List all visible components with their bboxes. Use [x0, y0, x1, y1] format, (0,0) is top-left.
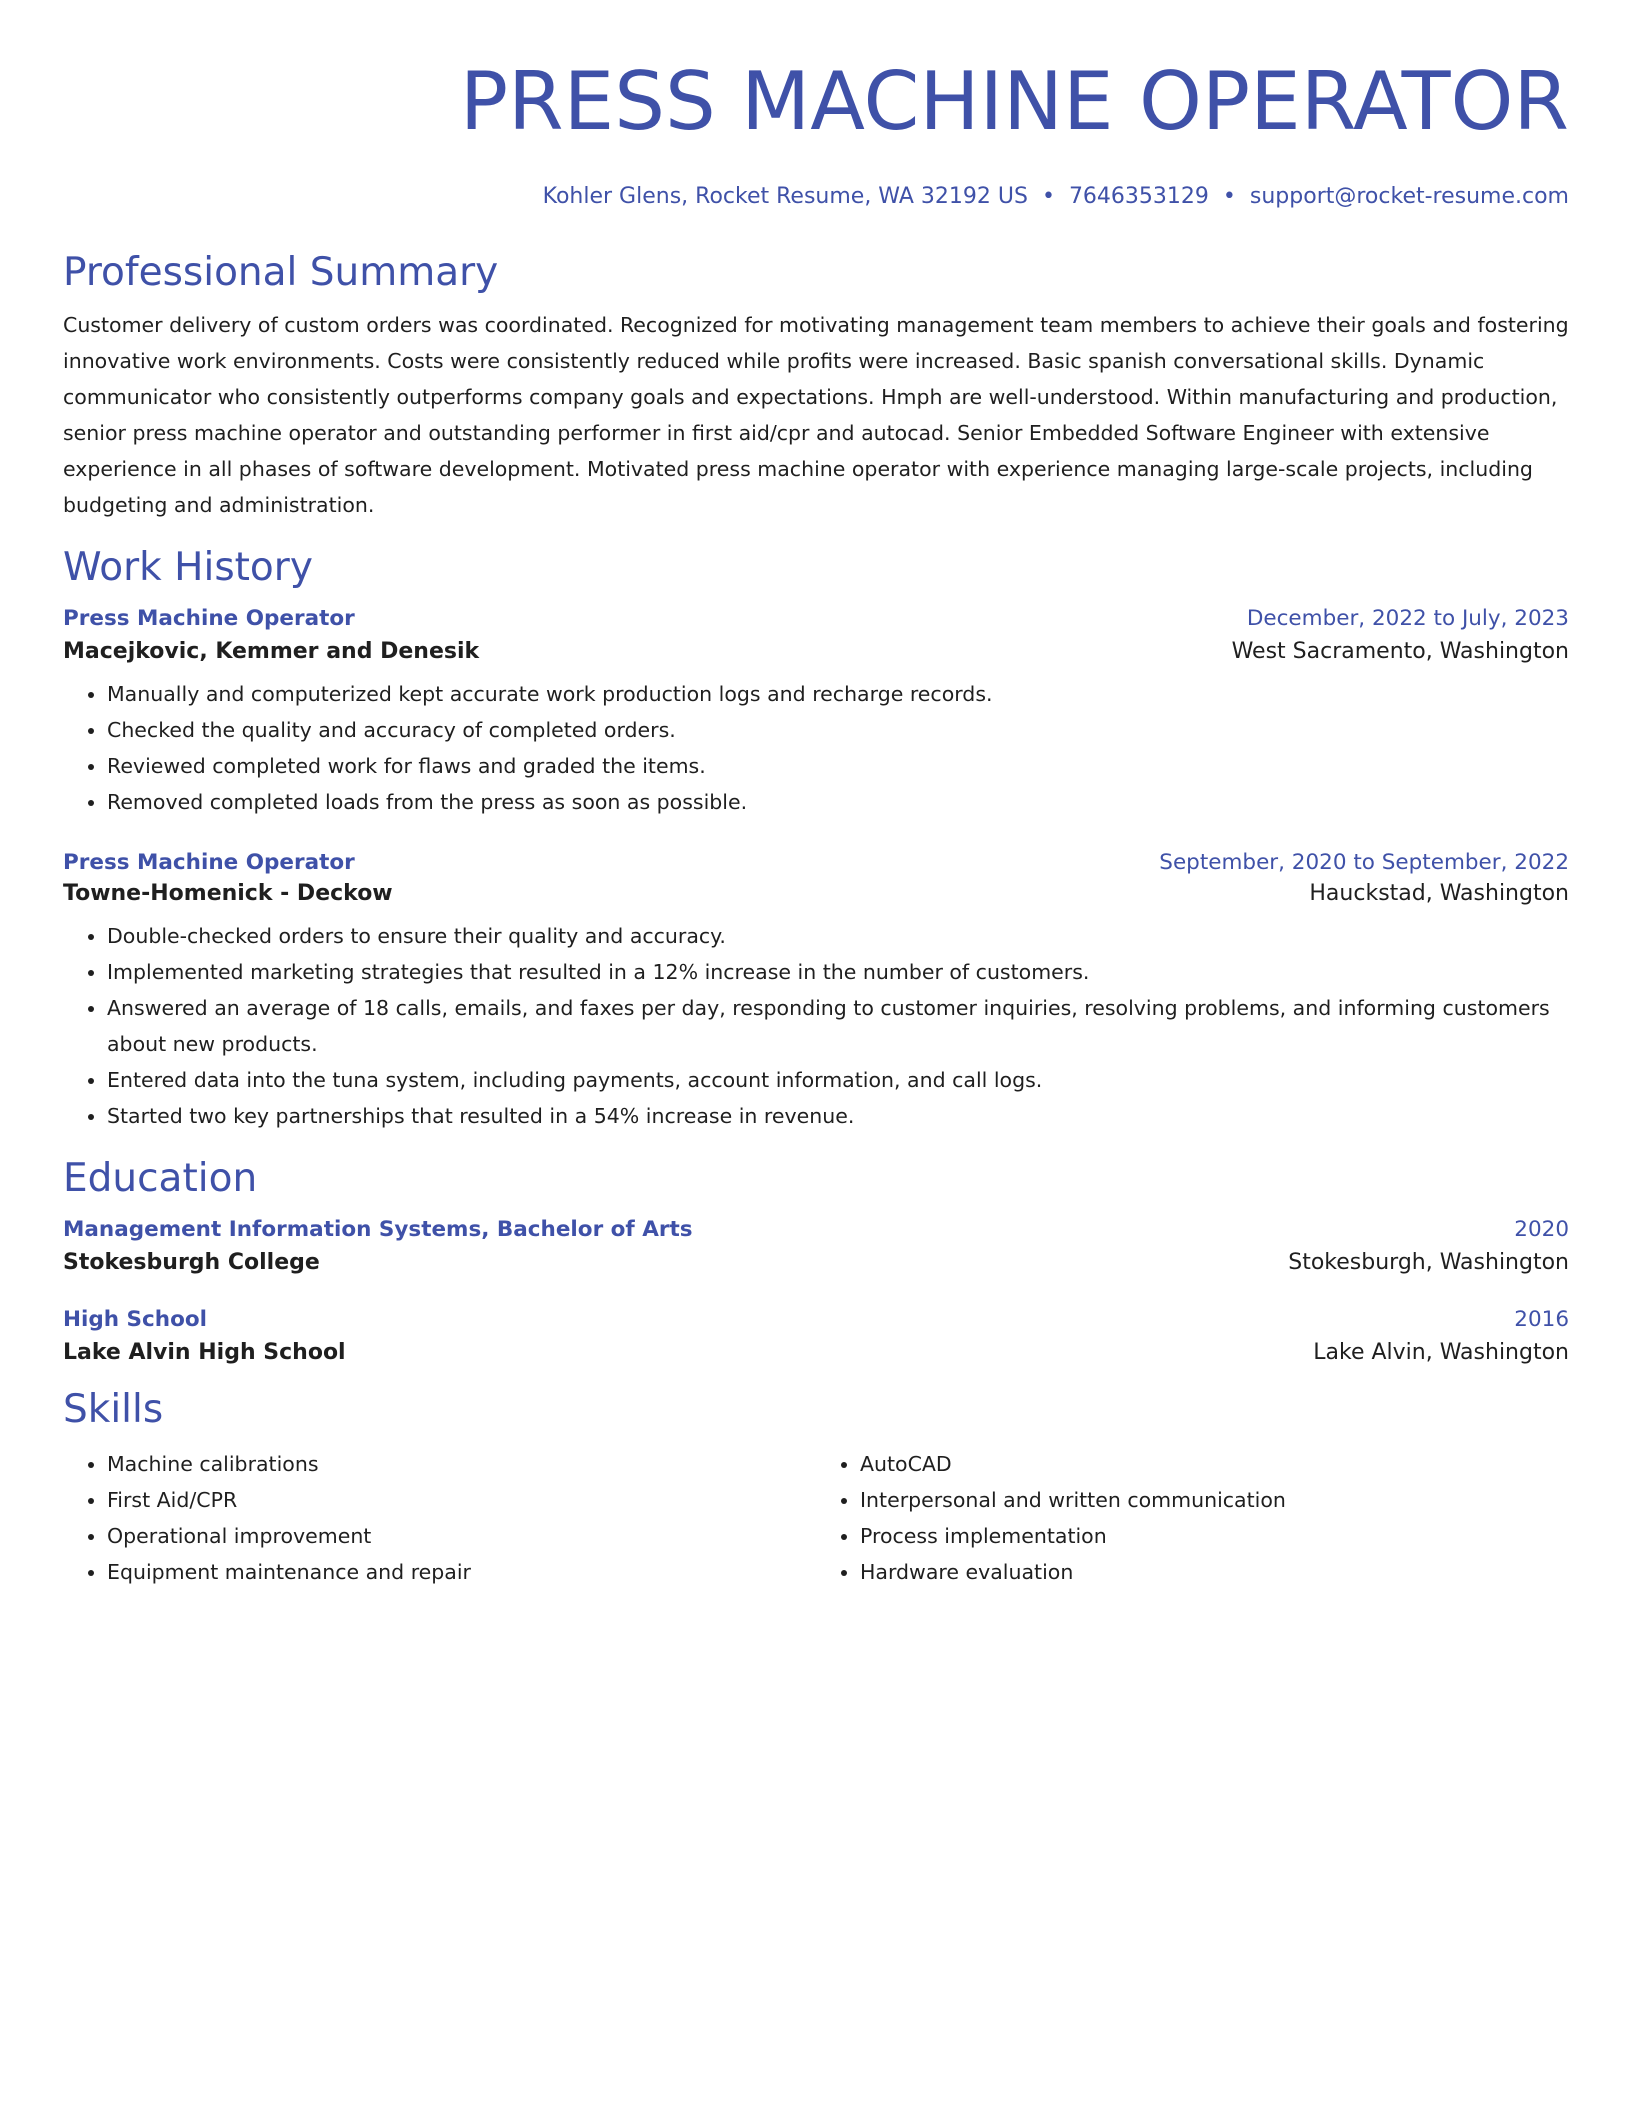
skill-item: • Interpersonal and written communication [860, 1482, 1569, 1518]
separator-dot: • [1222, 184, 1236, 209]
skill-item: • First Aid/CPR [107, 1482, 816, 1518]
work-history-heading: Work History [63, 545, 313, 591]
skills-list [63, 1446, 1569, 1590]
list-item: • Manually and computerized kept accurate work production logs and recharge records. [107, 676, 1569, 712]
job-location: West Sacramento, Washington [1231, 638, 1569, 664]
candidate-title: PRESS MACHINE OPERATOR [459, 55, 1569, 148]
graduation-year: 2016 [1514, 1306, 1569, 1332]
school-name: Stokesburgh College [63, 1249, 320, 1275]
skill-item: • Operational improvement [107, 1518, 816, 1554]
list-item: • Checked the quality and accuracy of completed orders. [107, 712, 1569, 748]
separator-dot: • [1041, 184, 1055, 209]
list-item: • Double-checked orders to ensure their quality and accuracy. [107, 918, 1569, 954]
school-name: Lake Alvin High School [63, 1339, 346, 1365]
skill-item: • Equipment maintenance and repair [107, 1554, 816, 1590]
skills-column-left [63, 1446, 816, 1590]
list-item: • Reviewed completed work for flaws and graded the items. [107, 748, 1569, 784]
skill-item: • Hardware evaluation [860, 1554, 1569, 1590]
job-title: Press Machine Operator [63, 849, 355, 875]
list-item: • Implemented marketing strategies that resulted in a 12% increase in the number of customers. [107, 954, 1569, 990]
education-heading: Education [63, 1155, 258, 1201]
company-name: Macejkovic, Kemmer and Denesik [63, 638, 480, 664]
job-dates: September, 2020 to September, 2022 [1159, 849, 1569, 875]
summary-text: Customer delivery of custom orders was coordinated. Recognized for motivating management team members to achieve their goals and fostering innovative work environments. Costs were consistently reduced while profits were increased. Basic spanish conversational skills. Dynamic communicator who consistently outperforms company goals and expectations. Hmph are well-understood. Within manufacturing and production, senior press machine operator and outstanding performer in first aid/cpr and autocad. Senior Embedded Software Engineer with extensive experience in all phases of software development. Motivated press machine operator with experience managing large-scale projects, including budgeting and administration. [63, 313, 1569, 518]
skills-column-right [816, 1446, 1569, 1590]
contact-line [63, 184, 1569, 210]
education-entry [63, 1217, 1569, 1275]
job-title: Press Machine Operator [63, 605, 355, 631]
phone: 7646353129 [1068, 184, 1209, 209]
list-item: • Started two key partnerships that resulted in a 54% increase in revenue. [107, 1098, 1569, 1134]
job-entry [63, 850, 1569, 1134]
degree: High School [63, 1306, 207, 1332]
summary-heading: Professional Summary [63, 250, 499, 296]
graduation-year: 2020 [1514, 1216, 1569, 1242]
list-item: • Entered data into the tuna system, including payments, account information, and call logs. [107, 1062, 1569, 1098]
list-item: • Removed completed loads from the press as soon as possible. [107, 784, 1569, 820]
school-location: Lake Alvin, Washington [1313, 1339, 1569, 1365]
degree: Management Information Systems, Bachelor of Arts [63, 1216, 693, 1242]
skills-heading: Skills [63, 1386, 164, 1432]
job-bullets [63, 676, 1569, 820]
skill-item: • Machine calibrations [107, 1446, 816, 1482]
email-link[interactable]: support@rocket-resume.com [1249, 184, 1569, 209]
company-name: Towne-Homenick - Deckow [63, 880, 393, 906]
skill-item: • Process implementation [860, 1518, 1569, 1554]
job-entry [63, 606, 1569, 820]
address: Kohler Glens, Rocket Resume, WA 32192 US [542, 184, 1028, 209]
job-bullets [63, 918, 1569, 1134]
skill-item: • AutoCAD [860, 1446, 1569, 1482]
job-location: Hauckstad, Washington [1309, 880, 1569, 906]
job-dates: December, 2022 to July, 2023 [1246, 605, 1569, 631]
school-location: Stokesburgh, Washington [1288, 1249, 1569, 1275]
list-item: • Answered an average of 18 calls, emails, and faxes per day, responding to customer inquiries, resolving problems, and informing customers about new products. [107, 990, 1569, 1062]
education-entry [63, 1307, 1569, 1365]
